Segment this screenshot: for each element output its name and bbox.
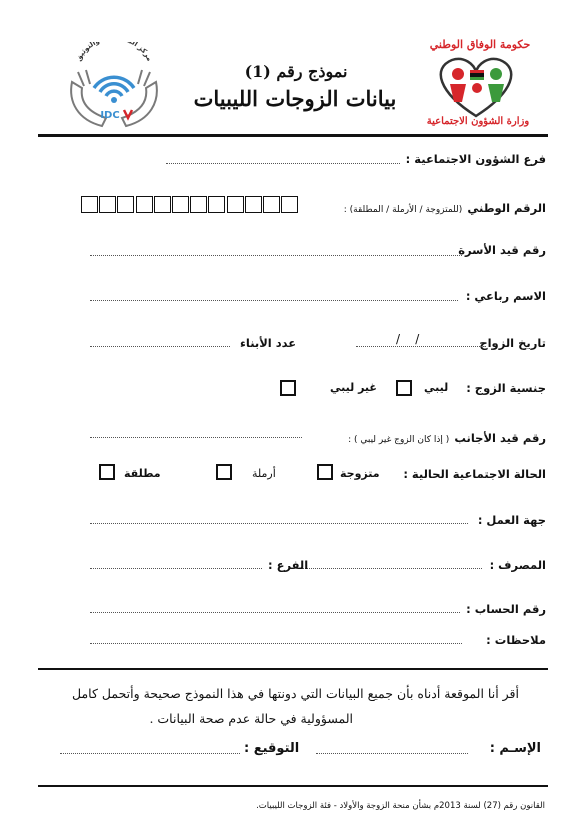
account-number-input[interactable] (90, 612, 460, 613)
national-id-digit-box[interactable] (136, 196, 153, 213)
header-rule (38, 134, 548, 137)
declarant-name-label: الإسـم : (489, 741, 541, 756)
divorced-checkbox[interactable] (99, 464, 115, 480)
signature-label: التوقيع : (244, 741, 300, 756)
notes-input[interactable] (90, 643, 462, 644)
husband-nationality-label: جنسية الزوج : (466, 381, 546, 395)
divorced-option-label: مطلقة (124, 467, 161, 480)
hands-wifi-logo-icon (64, 42, 164, 134)
family-register-input[interactable] (90, 255, 462, 256)
declaration-top-rule (38, 668, 548, 670)
branch-label: فرع الشؤون الاجتماعية : (405, 152, 546, 166)
national-id-digit-box[interactable] (263, 196, 280, 213)
married-option-label: متزوجة (340, 467, 380, 480)
left-logo-abbr: IDC (100, 110, 120, 121)
left-logo (64, 42, 164, 134)
declarant-name-input[interactable] (316, 753, 468, 754)
non-libyan-option-label: غير ليبي (330, 381, 377, 394)
footer-law-text: القانون رقم (27) لسنة 2013م بشأن منحة الزوجة والأولاد - فئة الزوجات الليبيات. (256, 801, 545, 811)
full-name-input[interactable] (90, 300, 458, 301)
non-libyan-checkbox[interactable] (280, 380, 296, 396)
bank-input[interactable] (302, 568, 482, 569)
foreigners-register-note: ( إذا كان الزوج غير ليبي ) : (348, 435, 450, 445)
form-title: بيانات الزوجات الليبيات (193, 86, 397, 111)
marriage-date-slashes: / / (396, 332, 420, 346)
right-logo (418, 32, 536, 128)
children-count-input[interactable] (90, 346, 230, 347)
children-count-label: عدد الأبناء (240, 336, 297, 350)
bank-label: المصرف : (489, 558, 546, 572)
form-number: نموذج رقم (1) (244, 62, 348, 81)
national-id-digit-box[interactable] (117, 196, 134, 213)
declaration-line-1: أقر أنا الموقعة أدناه بأن جميع البيانات التي دونتها في هذا النموذج صحيحة وأتحمل كامل (71, 686, 519, 701)
svg-text:مركز المعلومات والتوثيق (74, 42, 153, 62)
widow-option-label: أرملة (252, 467, 276, 480)
married-checkbox[interactable] (317, 464, 333, 480)
family-heart-logo-icon (418, 32, 536, 128)
marriage-date-input[interactable] (356, 346, 486, 347)
national-id-note: (للمتزوجة / الأرملة / المطلقة) : (343, 205, 463, 215)
family-register-label: رقم قيد الأسرة (458, 243, 546, 257)
national-id-digit-box[interactable] (81, 196, 98, 213)
bank-branch-input[interactable] (90, 568, 262, 569)
national-id-digit-box[interactable] (281, 196, 298, 213)
left-logo-arc-text: مركز ال التوثيق (74, 42, 154, 63)
foreigners-register-label: رقم قيد الأجانب (454, 431, 546, 445)
national-id-digit-box[interactable] (172, 196, 189, 213)
national-id-digit-box[interactable] (190, 196, 207, 213)
marriage-date-label: تاريخ الزواج (479, 336, 546, 350)
employer-label: جهة العمل : (477, 513, 546, 527)
national-id-digit-box[interactable] (245, 196, 262, 213)
national-id-digit-box[interactable] (227, 196, 244, 213)
right-logo-bottom-text: وزارة الشؤون الاجتماعية (426, 116, 530, 127)
notes-label: ملاحظات : (486, 633, 546, 647)
national-id-digit-box[interactable] (154, 196, 171, 213)
bank-branch-label: الفرع : (268, 558, 309, 572)
libyan-option-label: ليبي (424, 381, 449, 394)
foreigners-register-label-group (348, 427, 546, 446)
declaration-line-2: المسؤولية في حالة عدم صحة البيانات . (149, 711, 353, 726)
full-name-label: الاسم رباعي : (465, 289, 546, 303)
right-logo-top-text: حكومة الوفاق الوطني (429, 38, 531, 51)
national-id-digit-box[interactable] (208, 196, 225, 213)
national-id-digit-box[interactable] (99, 196, 116, 213)
branch-input[interactable] (166, 163, 400, 164)
foreigners-register-input[interactable] (90, 437, 302, 438)
footer-rule (38, 785, 548, 787)
employer-input[interactable] (90, 523, 468, 524)
marital-status-label: الحالة الاجتماعية الحالية : (403, 467, 546, 481)
widow-checkbox[interactable] (216, 464, 232, 480)
libyan-checkbox[interactable] (396, 380, 412, 396)
signature-input[interactable] (60, 753, 240, 754)
national-id-label-group (344, 197, 546, 216)
account-number-label: رقم الحساب : (466, 602, 546, 616)
national-id-label: الرقم الوطني (467, 201, 546, 215)
